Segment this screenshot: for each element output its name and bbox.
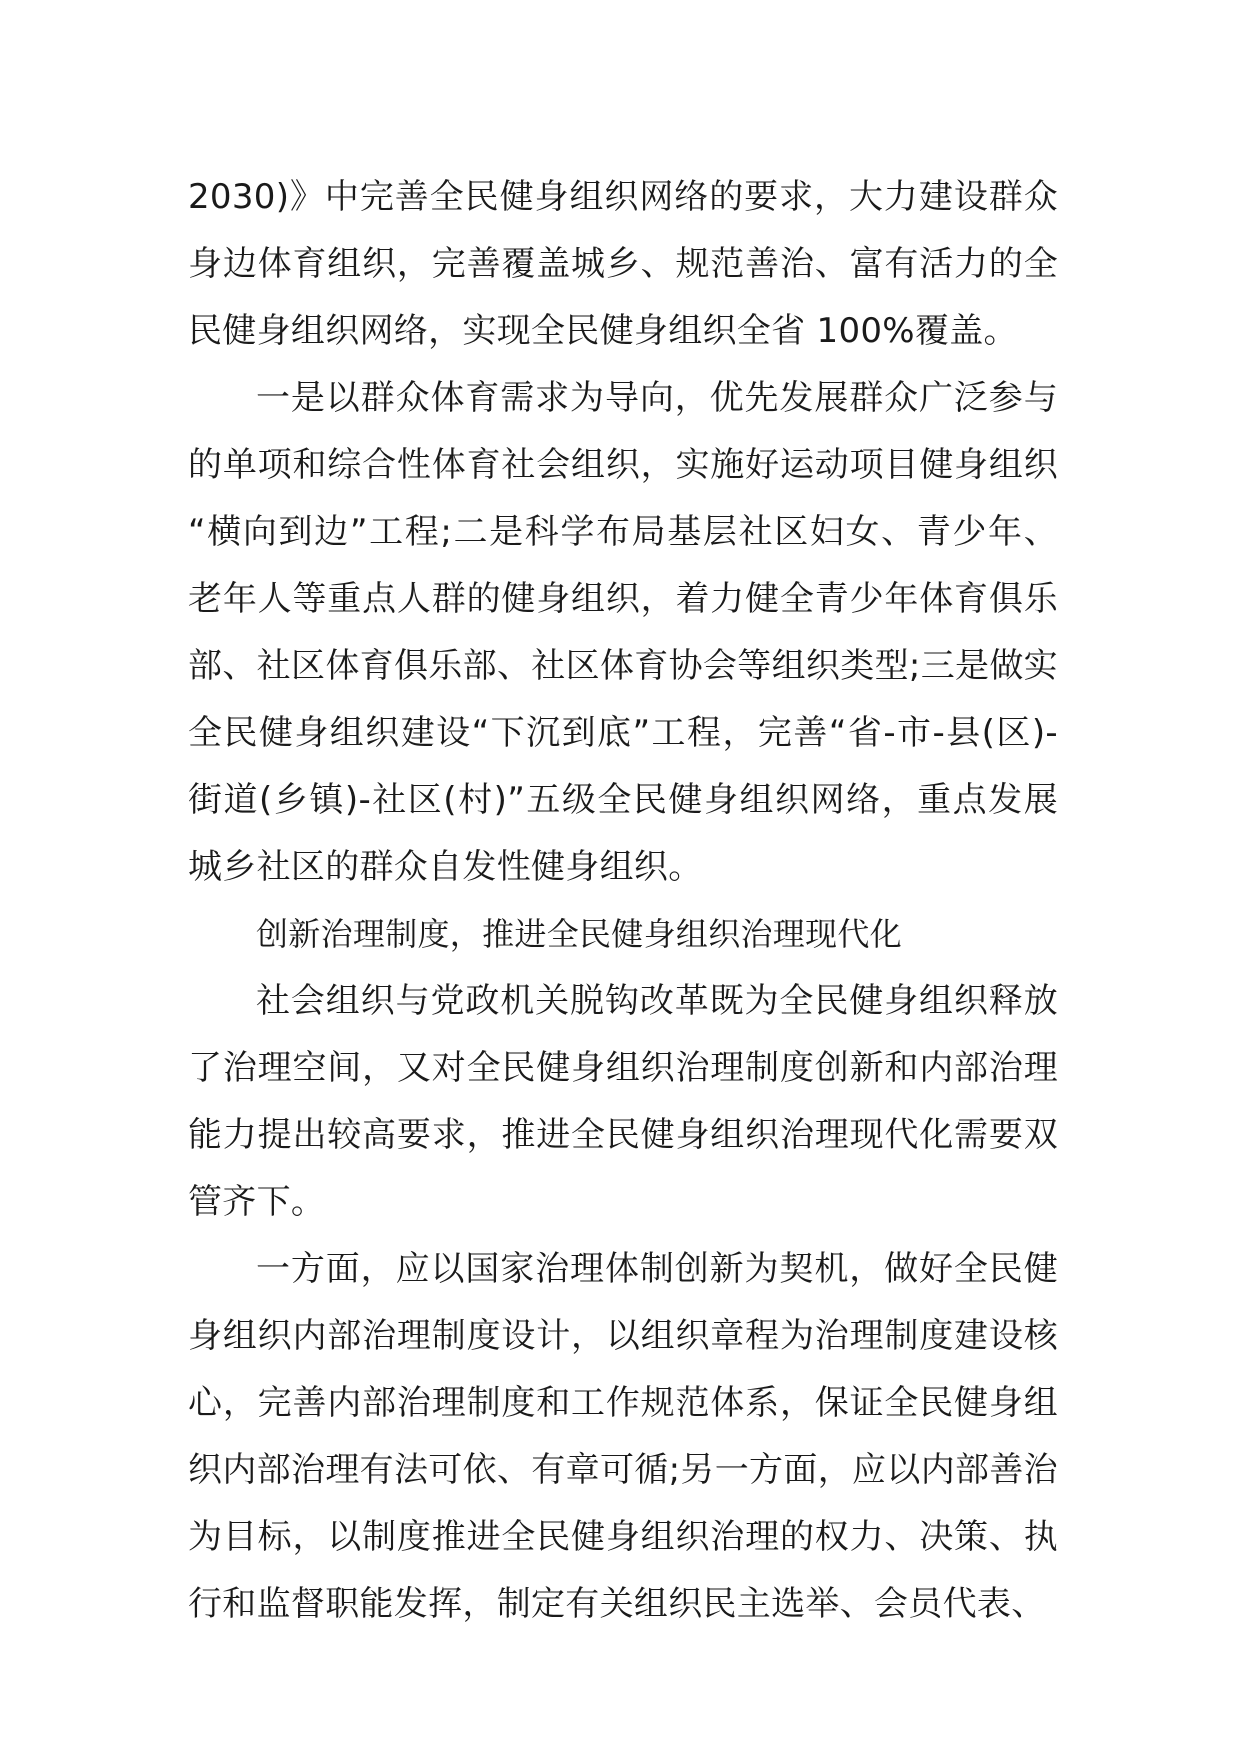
paragraph-first-measure: 一是以群众体育需求为导向，优先发展群众广泛参与的单项和综合性体育社会组织，实施好运动项目健身组织 “横向到边”工程;二是科学布局基层社区妇女、青少年、老年人等重点人群的健身组织，着力健全青少年体育俱乐部、社区体育俱乐部、社区体育协会等组织类型;三是做实全民健身组织建设“下沉到底”工程，完善“省-市-县(区)-街道(乡镇)-社区(村)”五级全民健身组织网络，重点发展城乡社区的群众自发性健身组织。 — [188, 378, 1058, 887]
section-heading: 创新治理制度，推进全民健身组织治理现代化 — [256, 915, 903, 953]
document-body — [188, 164, 1058, 1638]
paragraph-governance: 一方面，应以国家治理体制创新为契机，做好全民健身组织内部治理制度设计，以组织章程为治理制度建设核心，完善内部治理制度和工作规范体系，保证全民健身组织内部治理有法可依、有章可循;另一方面，应以内部善治为目标，以制度推进全民健身组织治理的权力、决策、执行和监督职能发挥，制定有关组织民主选举、会员代表、 — [188, 1249, 1058, 1624]
paragraph-reform: 社会组织与党政机关脱钩改革既为全民健身组织释放了治理空间，又对全民健身组织治理制度创新和内部治理能力提出较高要求，推进全民健身组织治理现代化需要双管齐下。 — [188, 981, 1058, 1222]
paragraph-continued: 2030)》中完善全民健身组织网络的要求，大力建设群众身边体育组织，完善覆盖城乡、规范善治、富有活力的全民健身组织网络，实现全民健身组织全省 100%覆盖。 — [188, 177, 1058, 351]
